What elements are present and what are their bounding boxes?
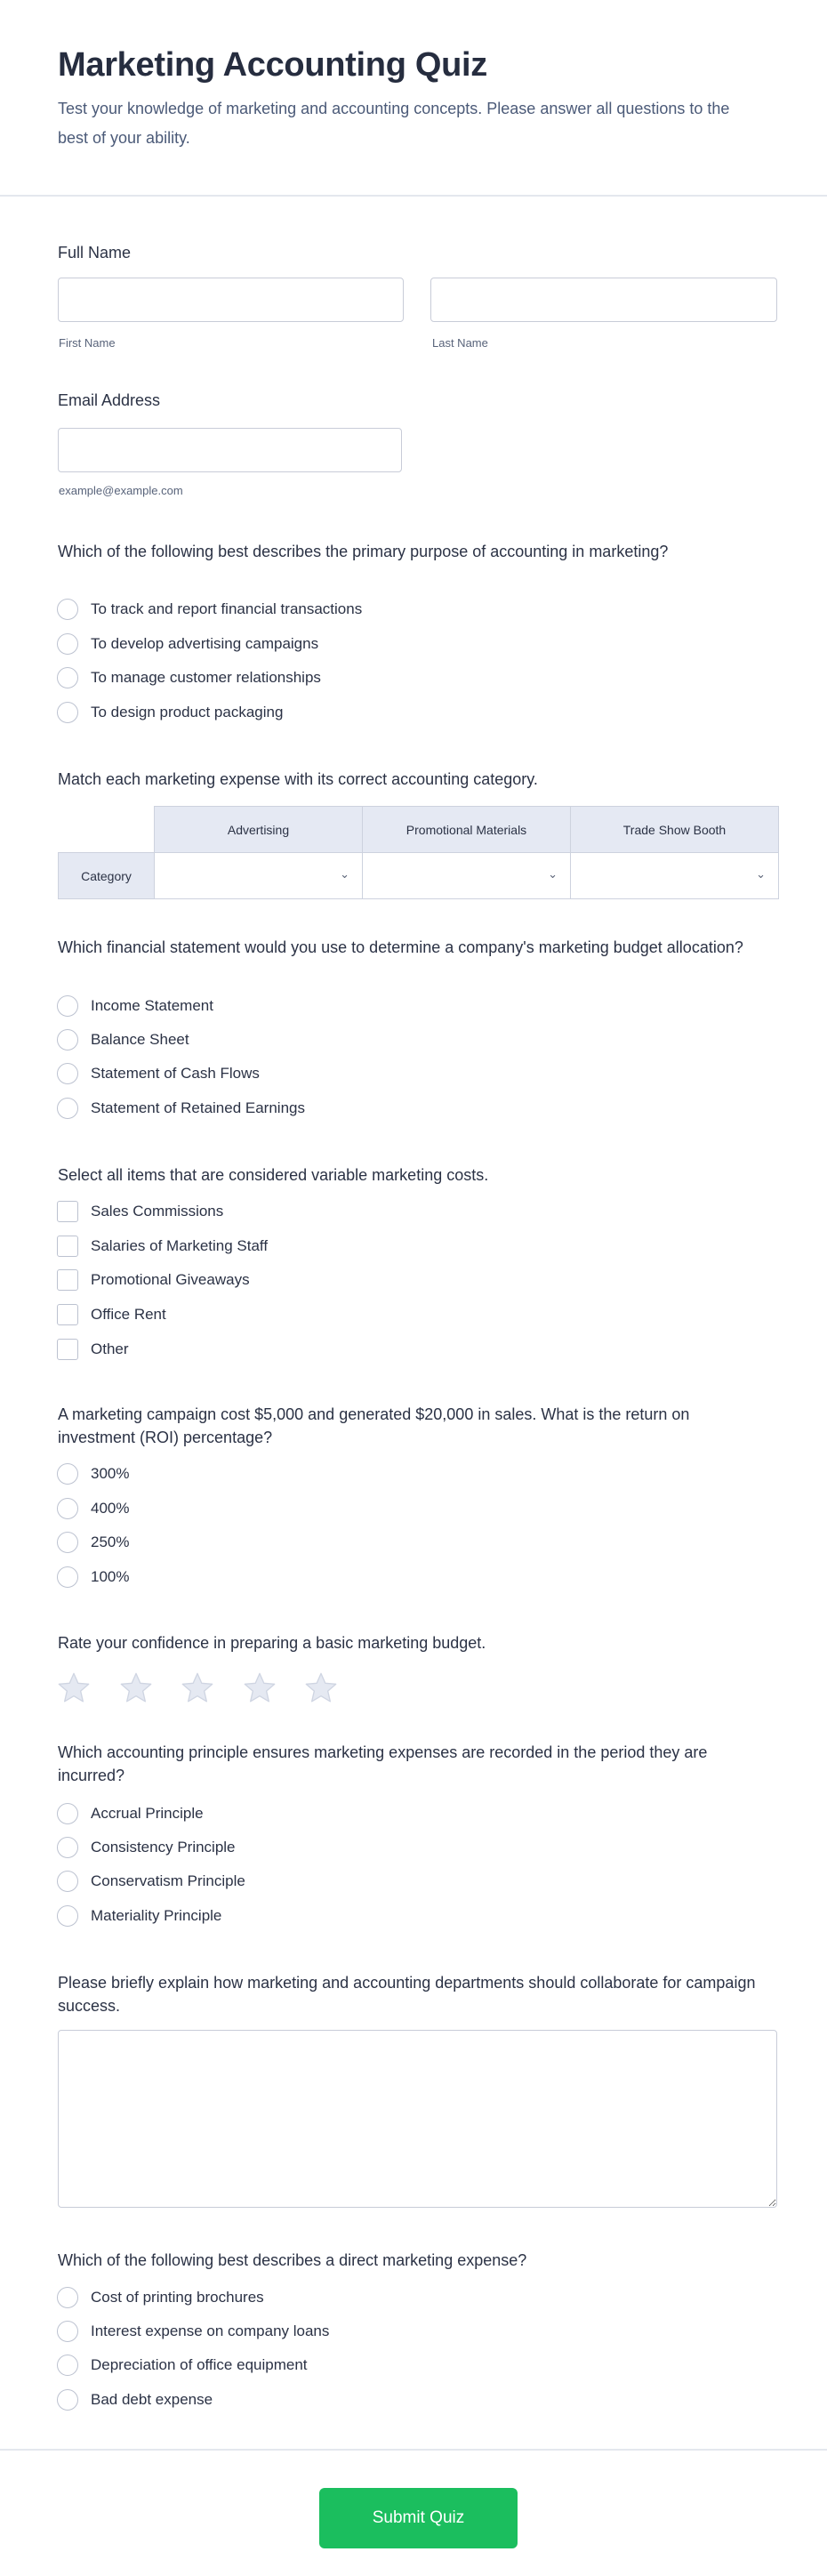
option-label: To design product packaging [91, 703, 284, 720]
radio-option[interactable] [57, 2286, 264, 2309]
column-header: Promotional Materials [363, 807, 571, 853]
option-label: Conservatism Principle [91, 1872, 245, 1890]
radio-button[interactable] [57, 1498, 78, 1519]
radio-button[interactable] [57, 667, 78, 688]
first-name-input[interactable] [58, 278, 404, 322]
radio-option[interactable] [57, 2388, 213, 2411]
collaboration-textarea[interactable] [58, 2030, 777, 2208]
radio-option[interactable] [57, 1097, 305, 1120]
radio-option[interactable] [57, 1870, 245, 1893]
radio-option[interactable] [57, 2354, 308, 2377]
radio-button[interactable] [57, 995, 78, 1017]
checkbox[interactable] [57, 1201, 78, 1222]
advertising-select[interactable] [155, 853, 363, 899]
chevron-down-icon: ⌄ [756, 867, 766, 881]
option-label: Bad debt expense [91, 2390, 213, 2408]
radio-option[interactable] [57, 1462, 129, 1485]
option-label: To develop advertising campaigns [91, 634, 319, 652]
option-label: Statement of Retained Earnings [91, 1099, 305, 1116]
radio-button[interactable] [57, 2355, 78, 2376]
radio-option[interactable] [57, 1531, 129, 1554]
checkbox[interactable] [57, 1236, 78, 1257]
star-icon[interactable] [180, 1670, 215, 1706]
star-icon[interactable] [56, 1670, 92, 1706]
chevron-down-icon: ⌄ [548, 867, 558, 881]
option-label: Cost of printing brochures [91, 2289, 264, 2306]
q3-label: Which financial statement would you use to determine a company's marketing budget allocation? [58, 938, 743, 956]
page-title: Marketing Accounting Quiz [58, 46, 487, 84]
last-name-hint: Last Name [432, 336, 488, 350]
option-label: Salaries of Marketing Staff [91, 1236, 269, 1254]
option-label: To track and report financial transactions [91, 600, 363, 617]
option-label: 400% [91, 1499, 130, 1517]
radio-option[interactable] [57, 2320, 329, 2343]
row-header: Category [59, 853, 155, 899]
trade-show-booth-select[interactable] [571, 853, 779, 899]
radio-button[interactable] [57, 2321, 78, 2342]
full-name-label: Full Name [58, 244, 132, 262]
q8-label: Please briefly explain how marketing and accounting departments should collaborate for campaign success. [58, 1974, 756, 2015]
radio-option[interactable] [57, 1836, 236, 1859]
checkbox-option[interactable] [57, 1200, 223, 1223]
option-label: To manage customer relationships [91, 669, 321, 687]
radio-button[interactable] [57, 1566, 78, 1588]
radio-option[interactable] [57, 598, 362, 621]
header-divider [0, 195, 827, 197]
q5-label: A marketing campaign cost $5,000 and generated $20,000 in sales. What is the return on investment (ROI) percentage? [58, 1405, 690, 1446]
radio-button[interactable] [57, 2287, 78, 2308]
option-label: Sales Commissions [91, 1203, 224, 1220]
option-label: Balance Sheet [91, 1031, 189, 1049]
option-label: 100% [91, 1567, 130, 1585]
option-label: Promotional Giveaways [91, 1271, 250, 1289]
radio-option[interactable] [57, 1904, 221, 1928]
last-name-input[interactable] [430, 278, 777, 322]
star-icon[interactable] [118, 1670, 154, 1706]
radio-button[interactable] [57, 2389, 78, 2411]
option-label: Consistency Principle [91, 1839, 236, 1856]
footer-divider [0, 2449, 827, 2451]
star-icon[interactable] [242, 1670, 277, 1706]
q2-label: Match each marketing expense with its correct accounting category. [58, 770, 538, 788]
option-label: Accrual Principle [91, 1805, 204, 1822]
q9-label: Which of the following best describes a direct marketing expense? [58, 2251, 527, 2269]
option-label: Interest expense on company loans [91, 2322, 330, 2340]
option-label: Office Rent [91, 1306, 166, 1324]
radio-option[interactable] [57, 632, 318, 656]
q4-label: Select all items that are considered variable marketing costs. [58, 1166, 489, 1184]
radio-option[interactable] [57, 1028, 189, 1051]
checkbox-option[interactable] [57, 1235, 268, 1258]
submit-button[interactable]: Submit Quiz [319, 2488, 518, 2548]
radio-option[interactable] [57, 1497, 129, 1520]
q6-label: Rate your confidence in preparing a basic marketing budget. [58, 1634, 486, 1652]
radio-button[interactable] [57, 1463, 78, 1485]
radio-button[interactable] [57, 599, 78, 620]
checkbox-option[interactable] [57, 1268, 250, 1292]
checkbox[interactable] [57, 1269, 78, 1291]
option-label: 250% [91, 1534, 130, 1551]
radio-option[interactable] [57, 994, 213, 1018]
matrix-table [58, 806, 779, 899]
option-label: 300% [91, 1465, 130, 1482]
q7-label: Which accounting principle ensures marketing expenses are recorded in the period they are incurred? [58, 1743, 708, 1784]
email-input[interactable] [58, 428, 402, 472]
column-header: Trade Show Booth [571, 807, 779, 853]
radio-button[interactable] [57, 1532, 78, 1553]
column-header: Advertising [155, 807, 363, 853]
radio-button[interactable] [57, 1063, 78, 1084]
radio-button[interactable] [57, 1029, 78, 1051]
radio-button[interactable] [57, 1837, 78, 1858]
checkbox[interactable] [57, 1304, 78, 1325]
radio-option[interactable] [57, 1566, 129, 1589]
checkbox-option[interactable] [57, 1303, 166, 1326]
radio-option[interactable] [57, 1062, 260, 1085]
option-label: Other [91, 1340, 129, 1357]
radio-option[interactable] [57, 1802, 204, 1825]
radio-button[interactable] [57, 1905, 78, 1927]
option-label: Statement of Cash Flows [91, 1065, 260, 1083]
checkbox[interactable] [57, 1339, 78, 1360]
checkbox-option[interactable] [57, 1338, 129, 1361]
email-label: Email Address [58, 391, 161, 409]
email-hint: example@example.com [59, 484, 183, 497]
chevron-down-icon: ⌄ [340, 867, 349, 881]
radio-button[interactable] [57, 702, 78, 723]
radio-option[interactable] [57, 701, 283, 724]
radio-option[interactable] [57, 666, 321, 689]
radio-button[interactable] [57, 1871, 78, 1892]
option-label: Materiality Principle [91, 1906, 222, 1924]
option-label: Income Statement [91, 997, 213, 1014]
star-icon[interactable] [303, 1670, 339, 1706]
radio-button[interactable] [57, 1803, 78, 1824]
radio-button[interactable] [57, 633, 78, 655]
first-name-hint: First Name [59, 336, 116, 350]
option-label: Depreciation of office equipment [91, 2356, 308, 2374]
page-description: Test your knowledge of marketing and accounting concepts. Please answer all questions to the best of your ability. [58, 100, 730, 147]
q1-label: Which of the following best describes the primary purpose of accounting in marketing? [58, 543, 669, 560]
radio-button[interactable] [57, 1098, 78, 1119]
promotional-materials-select[interactable] [363, 853, 571, 899]
